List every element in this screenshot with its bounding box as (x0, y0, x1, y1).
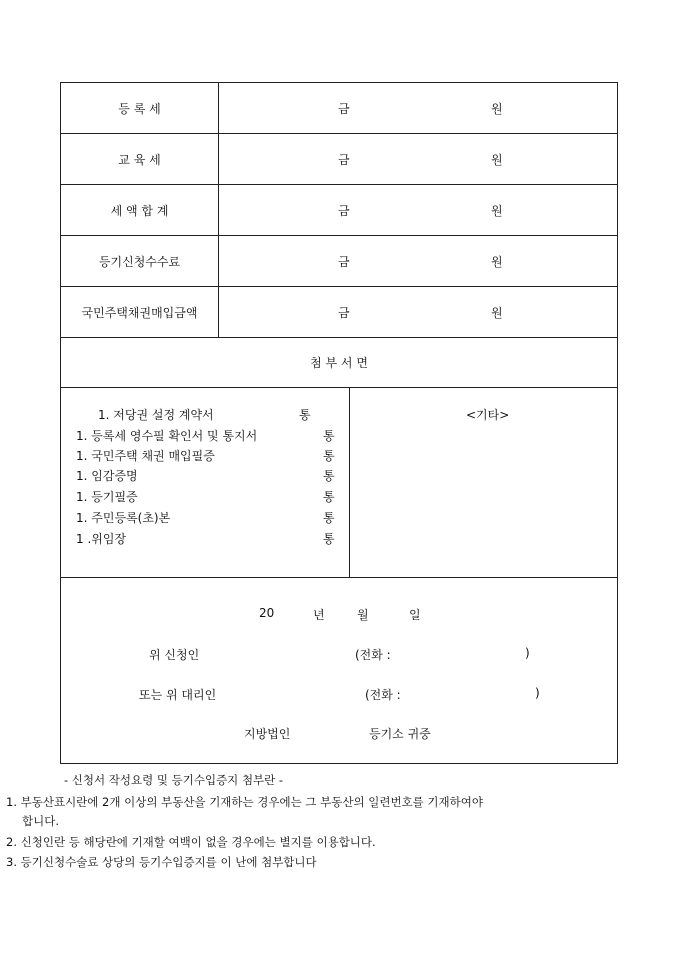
fee-prefix: 금 (338, 305, 350, 320)
fee-prefix: 금 (338, 254, 350, 269)
attachment-item: 1. 주민등록(초)본 (76, 511, 171, 525)
applicant-phone-label: (전화 : (355, 648, 391, 662)
attachments-heading-row (61, 338, 617, 388)
registry-label: 등기소 귀중 (369, 727, 431, 741)
attachments-other-label: <기타> (466, 408, 510, 422)
attachment-item: 1. 국민주택 채권 매입필증 (76, 449, 215, 463)
fee-unit: 원 (491, 305, 503, 320)
fee-unit: 원 (491, 152, 503, 167)
attachment-item: 1. 임감증명 (76, 469, 138, 483)
note-item: 합니다. (22, 814, 59, 828)
fee-row (61, 185, 617, 236)
attachment-unit: 통 (323, 449, 335, 463)
date-year: 20 (259, 606, 275, 620)
agent-phone-label: (전화 : (365, 688, 401, 702)
fee-row (61, 134, 617, 185)
fee-row (61, 287, 617, 338)
applicant-label: 위 신청인 (149, 648, 200, 662)
attachment-unit: 통 (323, 511, 335, 525)
note-item: 3. 등기신청수술료 상당의 등기수입증지를 이 난에 첨부합니다 (6, 855, 317, 869)
fee-row (61, 83, 617, 134)
fee-unit: 원 (491, 101, 503, 116)
notes-title: - 신청서 작성요령 및 등기수입증지 첨부란 - (64, 773, 284, 787)
fee-unit: 원 (491, 254, 503, 269)
attachment-unit: 통 (323, 532, 335, 546)
fee-label: 세 액 합 계 (61, 185, 219, 235)
registration-form-table (60, 82, 618, 764)
fee-label: 교 육 세 (61, 134, 219, 184)
fee-label: 등 록 세 (61, 83, 219, 133)
attachment-unit: 통 (323, 469, 335, 483)
date-year-unit: 년 (313, 608, 325, 622)
fee-prefix: 금 (338, 101, 350, 116)
applicant-phone-close: ) (525, 646, 530, 660)
attachment-item: 1. 저당권 설정 계약서 (98, 408, 214, 422)
fee-label: 국민주택채권매입금액 (61, 287, 219, 337)
fee-unit: 원 (491, 203, 503, 218)
attachment-item: 1. 등기필증 (76, 490, 138, 504)
fee-prefix: 금 (338, 152, 350, 167)
date-month-unit: 월 (357, 608, 369, 622)
fee-row (61, 236, 617, 287)
note-item: 2. 신청인란 등 해당란에 기재할 여백이 없을 경우에는 별지를 이용합니다. (6, 835, 376, 849)
date-day-unit: 일 (409, 608, 421, 622)
attachment-unit: 통 (323, 490, 335, 504)
attachment-unit: 통 (299, 408, 311, 422)
attachment-unit: 통 (323, 429, 335, 443)
attachments-heading: 첨 부 서 면 (310, 356, 368, 370)
attachment-item: 1 .위임장 (76, 532, 127, 546)
agent-phone-close: ) (535, 686, 540, 700)
attachment-item: 1. 등록세 영수필 확인서 및 통지서 (76, 429, 258, 443)
attachments-list (61, 388, 350, 578)
agent-label: 또는 위 대리인 (139, 688, 217, 702)
note-item: 1. 부동산표시란에 2개 이상의 부동산을 기재하는 경우에는 그 부동산의 일련번호를 기재하여야 (6, 795, 483, 809)
fee-label: 등기신청수수료 (61, 236, 219, 286)
fee-prefix: 금 (338, 203, 350, 218)
court-label: 지방법인 (244, 727, 291, 741)
